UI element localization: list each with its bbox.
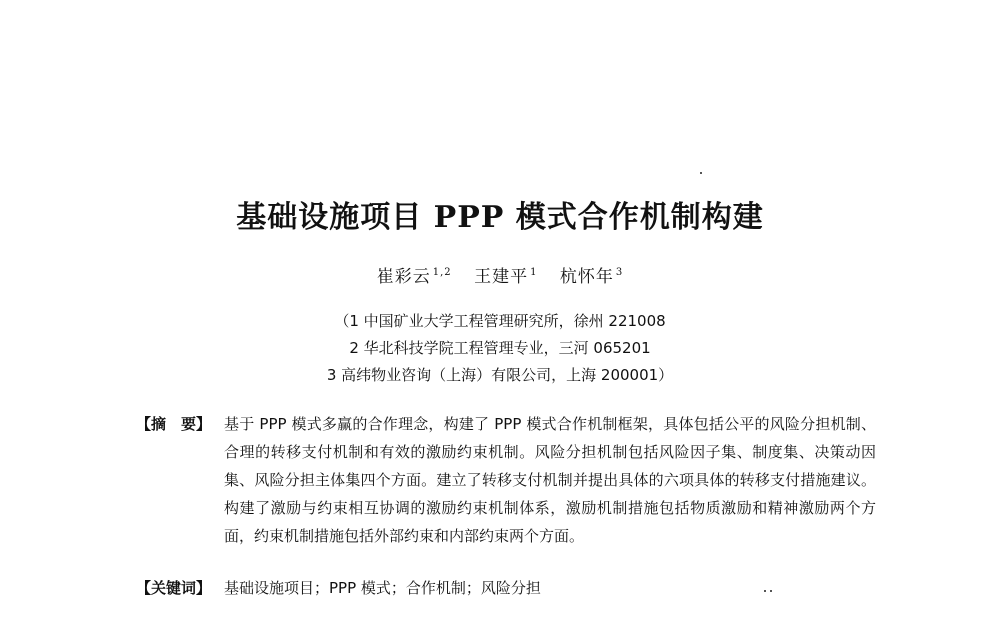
keywords-text: 基础设施项目；PPP 模式；合作机制；风险分担 [224,579,541,597]
author-affiliation-mark: 3 [615,267,624,279]
author-name: 崔彩云 [376,267,431,287]
abstract-text: 基于 PPP 模式多赢的合作理念，构建了 PPP 模式合作机制框架，具体包括公平的风险分担机制、合理的转移支付机制和有效的激励约束机制。风险分担机制包括风险因子集、制度集、决策动因集、风险分担主体集四个方面。建立了转移支付机制并提出具体的六项具体的转移支付措施建议。构建了激励与约束相互协调的激励约束机制体系，激励机制措施包括物质激励和精神激励两个方面，约束机制措施包括外部约束和内部约束两个方面。 [224,415,876,545]
affiliation-line: （1 中国矿业大学工程管理研究所，徐州 221008 [334,312,666,330]
scan-speck [770,590,772,592]
abstract-label: 【摘 要】 [136,415,212,433]
author-list [0,262,1000,287]
author [377,267,452,287]
keywords-section [136,574,876,602]
author [560,267,623,287]
affiliation-list [0,308,1000,389]
author-name: 王建平 [474,267,529,287]
author-affiliation-mark: 1 [530,267,538,279]
affiliation-line: 3 高纬物业咨询（上海）有限公司，上海 200001） [326,366,674,384]
author-name: 杭怀年 [559,267,614,287]
author-affiliation-mark: 1,2 [432,267,452,279]
keywords-label: 【关键词】 [136,579,212,597]
scan-speck [764,590,766,592]
abstract-section [136,410,876,550]
affiliation-line: 2 华北科技学院工程管理专业，三河 065201 [349,339,651,357]
scan-speck [700,172,702,174]
author [474,267,537,287]
paper-title: 基础设施项目 PPP 模式合作机制构建 [236,200,764,235]
